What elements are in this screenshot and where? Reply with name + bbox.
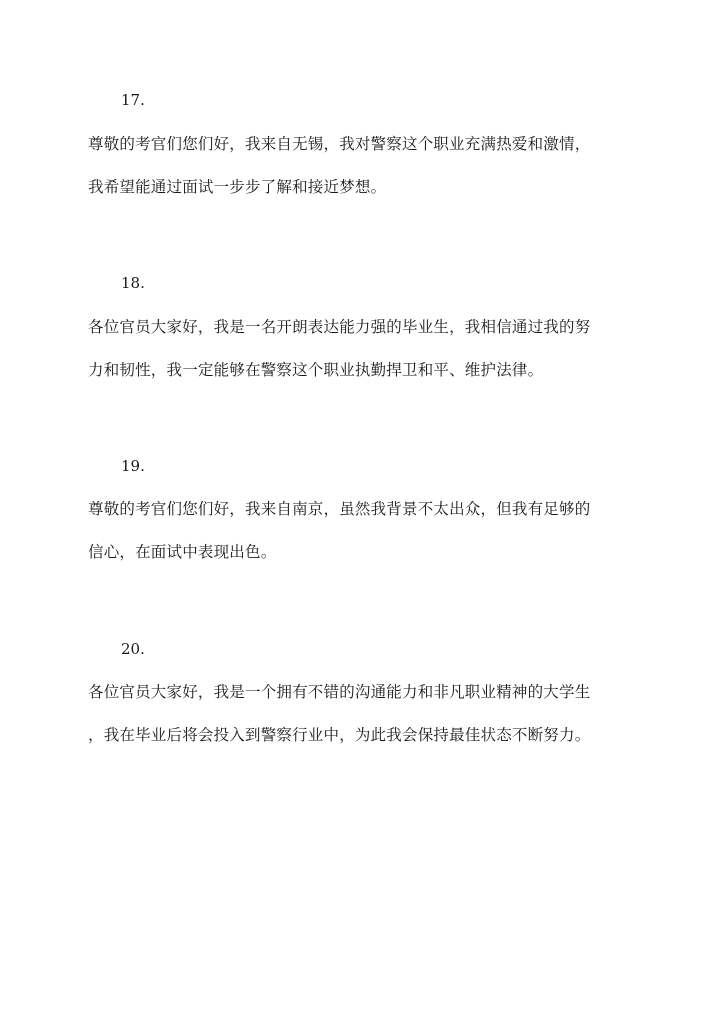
entry-text-line: 我希望能通过面试一步步了解和接近梦想。 <box>88 178 387 196</box>
entry-number: 19. <box>121 457 145 475</box>
entry-number: 17. <box>121 91 145 109</box>
entry-text-line: 力和韧性，我一定能够在警察这个职业执勤捍卫和平、维护法律。 <box>88 361 544 379</box>
entry-text-line: 尊敬的考官们您们好，我来自无锡，我对警察这个职业充满热爱和激情， <box>88 135 591 153</box>
entry-text-line: 信心，在面试中表现出色。 <box>88 543 277 561</box>
entry-text-line: 各位官员大家好，我是一个拥有不错的沟通能力和非凡职业精神的大学生 <box>88 683 591 701</box>
entry-text-line: ，我在毕业后将会投入到警察行业中，为此我会保持最佳状态不断努力。 <box>88 726 591 744</box>
entry-number: 18. <box>121 274 145 292</box>
entry-text-line: 各位官员大家好，我是一名开朗表达能力强的毕业生，我相信通过我的努 <box>88 318 591 336</box>
entry-number: 20. <box>121 640 145 658</box>
entry-text-line: 尊敬的考官们您们好，我来自南京，虽然我背景不太出众，但我有足够的 <box>88 500 591 518</box>
